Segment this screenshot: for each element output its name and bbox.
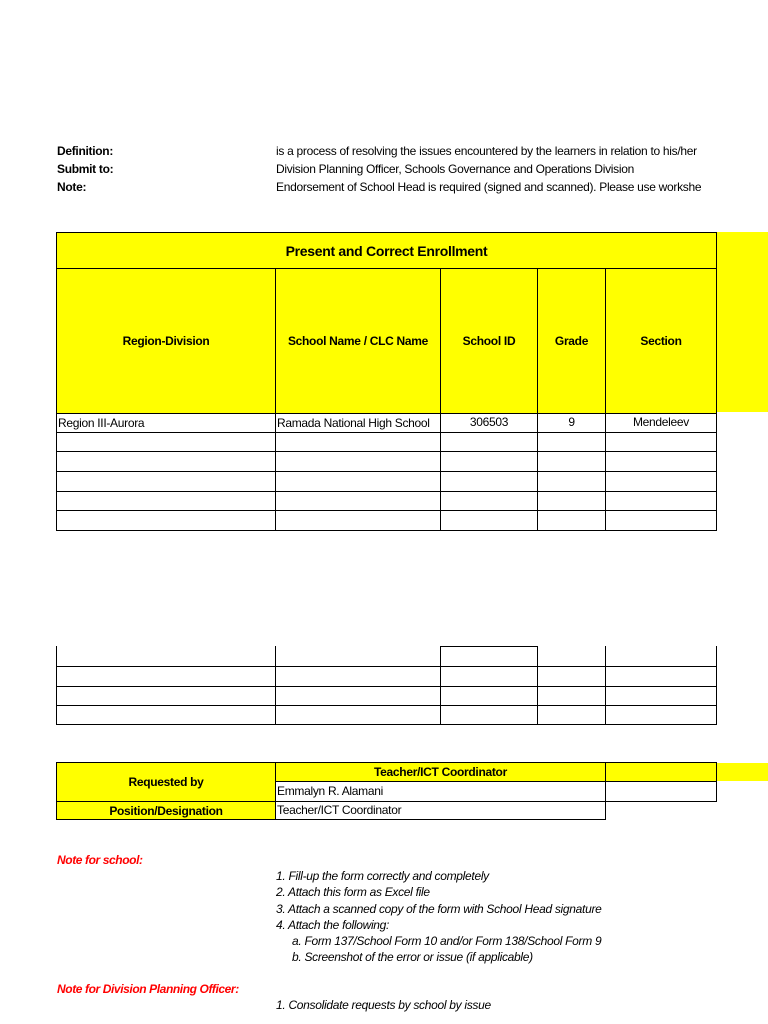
- dpo-note-1: 1. Consolidate requests by school by issue: [276, 998, 491, 1012]
- table-cell: [275, 471, 441, 492]
- table-cell: [605, 451, 717, 472]
- table-cell: [440, 432, 538, 452]
- table-cell: [537, 471, 606, 492]
- row-line: [56, 724, 717, 725]
- table-row: [56, 432, 276, 452]
- table-cell: [440, 510, 538, 531]
- submit-text: Division Planning Officer, Schools Governance and Operations Division: [276, 162, 634, 176]
- table-cell: [537, 491, 606, 511]
- col-line: [716, 646, 717, 725]
- enrollment-title: Present and Correct Enrollment: [56, 232, 717, 269]
- table-row: [56, 451, 276, 472]
- col-line: [605, 646, 606, 725]
- yellow-overflow-fill: [716, 232, 768, 412]
- table-row: [56, 510, 276, 531]
- col-line: [537, 646, 538, 725]
- requested-by-title: Teacher/ICT Coordinator: [275, 762, 606, 782]
- requested-by-extra-2: [605, 781, 717, 802]
- table-cell: [605, 432, 717, 452]
- note-text: Endorsement of School Head is required (signed and scanned). Please use workshe: [276, 180, 702, 194]
- definition-label: Definition:: [57, 144, 114, 158]
- table-cell: [440, 491, 538, 511]
- header-grade: Grade: [537, 268, 606, 414]
- header-school-name: School Name / CLC Name: [275, 268, 441, 414]
- header-section: Section: [605, 268, 717, 414]
- submit-label: Submit to:: [57, 162, 114, 176]
- cell-school-id: 306503: [440, 413, 538, 433]
- school-note-1: 1. Fill-up the form correctly and completely: [276, 869, 489, 883]
- note-for-school-label: Note for school:: [57, 853, 143, 867]
- header-school-id: School ID: [440, 268, 538, 414]
- table-row: [56, 471, 276, 492]
- table-cell: [440, 451, 538, 472]
- col-line: [56, 646, 57, 725]
- table-cell: [440, 471, 538, 492]
- note-for-dpo-label: Note for Division Planning Officer:: [57, 982, 239, 996]
- cell-grade: 9: [537, 413, 606, 433]
- table-cell: [537, 451, 606, 472]
- yellow-overflow-fill-2: [717, 763, 768, 781]
- row-line: [56, 686, 717, 687]
- table-cell: [537, 510, 606, 531]
- school-note-4b: b. Screenshot of the error or issue (if applicable): [292, 950, 533, 964]
- cell-section: Mendeleev: [605, 413, 717, 433]
- definition-text: is a process of resolving the issues encountered by the learners in relation to his/her: [276, 144, 697, 158]
- empty-rows-block: [56, 432, 717, 531]
- row-line: [56, 705, 717, 706]
- second-table: [56, 646, 717, 726]
- requested-by-label: Requested by: [56, 762, 276, 802]
- school-note-2: 2. Attach this form as Excel file: [276, 885, 430, 899]
- position-value: Teacher/ICT Coordinator: [275, 801, 606, 820]
- note-label: Note:: [57, 180, 87, 194]
- table-cell: [605, 471, 717, 492]
- table-cell: [275, 432, 441, 452]
- col-line: [275, 646, 276, 725]
- row-line: [56, 666, 717, 667]
- table-cell: [275, 510, 441, 531]
- header-region-division: Region-Division: [56, 268, 276, 414]
- school-note-4: 4. Attach the following:: [276, 918, 390, 932]
- table-cell: [537, 432, 606, 452]
- cell-region-division: Region III-Aurora: [56, 413, 276, 433]
- table-cell: [275, 491, 441, 511]
- table-cell: [605, 491, 717, 511]
- requested-by-extra: [605, 762, 717, 782]
- col-line: [440, 646, 441, 725]
- table-cell: [275, 451, 441, 472]
- table-row: [56, 491, 276, 511]
- cell-school-name: Ramada National High School: [275, 413, 441, 433]
- table-cell: [605, 510, 717, 531]
- school-note-4a: a. Form 137/School Form 10 and/or Form 138/School Form 9: [292, 934, 602, 948]
- position-label: Position/Designation: [56, 801, 276, 820]
- requested-by-name: Emmalyn R. Alamani: [275, 781, 606, 802]
- school-note-3: 3. Attach a scanned copy of the form with School Head signature: [276, 902, 602, 916]
- row-line: [440, 646, 538, 647]
